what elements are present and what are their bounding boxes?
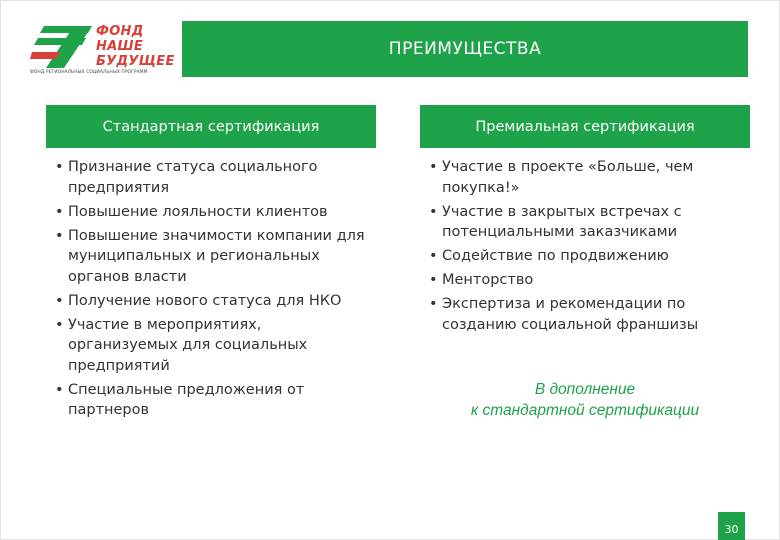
list-item: • Повышение значимости компании для муниципальных и региональных органов власти [54, 226, 374, 288]
page-number: 30 [718, 512, 745, 540]
addition-note-line-1: В дополнение [534, 381, 636, 398]
list-item: • Менторство [428, 270, 748, 291]
list-item: • Получение нового статуса для НКО [54, 291, 374, 312]
fund-logo [30, 22, 175, 78]
premium-certification-header: Премиальная сертификация [420, 105, 750, 148]
premium-addition-note [420, 379, 750, 421]
premium-benefits-list [428, 157, 748, 339]
standard-benefits-list [54, 157, 374, 424]
list-item: • Участие в закрытых встречах с потенциальными заказчиками [428, 202, 748, 243]
standard-certification-header: Стандартная сертификация [46, 105, 376, 148]
list-item: • Участие в проекте «Больше, чем покупка!» [428, 157, 748, 198]
list-item: • Признание статуса социального предприятия [54, 157, 374, 198]
logo-mark-icon [30, 22, 96, 68]
list-item: • Экспертиза и рекомендации по созданию социальной франшизы [428, 294, 748, 335]
logo-caption: ФОНД РЕГИОНАЛЬНЫХ СОЦИАЛЬНЫХ ПРОГРАММ [30, 70, 148, 75]
addition-note-line-2: к стандартной сертификации [470, 402, 700, 419]
list-item: • Участие в мероприятиях, организуемых для социальных предприятий [54, 315, 374, 377]
slide-title: ПРЕИМУЩЕСТВА [182, 21, 748, 77]
list-item: • Повышение лояльности клиентов [54, 202, 374, 223]
list-item: • Специальные предложения от партнеров [54, 380, 374, 421]
logo-line-1: ФОНД [96, 24, 144, 39]
logo-line-3: БУДУЩЕЕ [96, 54, 175, 69]
list-item: • Содействие по продвижению [428, 246, 748, 267]
logo-line-2: НАШЕ [96, 39, 144, 54]
